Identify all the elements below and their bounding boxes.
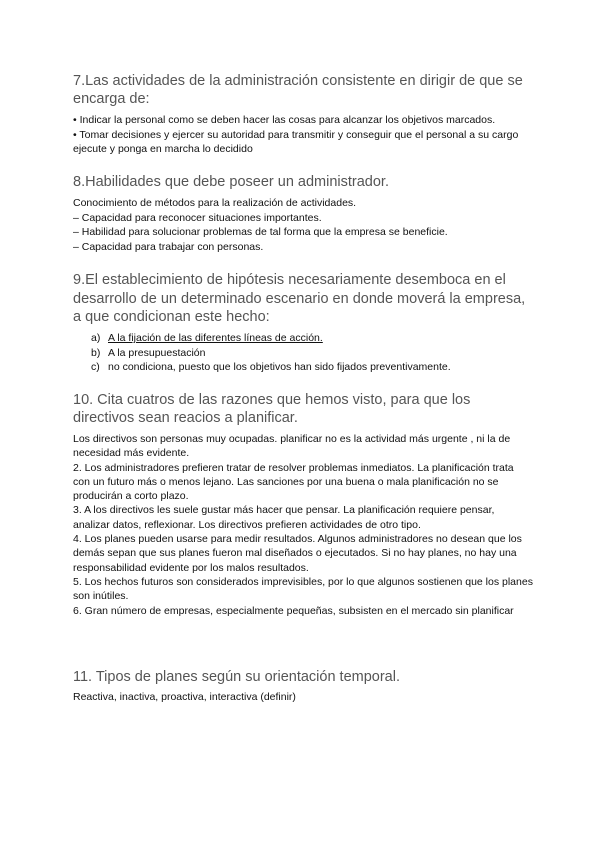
question-9-title: 9.El establecimiento de hipótesis necesariamente desemboca en el desarrollo de un determinado escenario en donde moverá la empresa, a que condicionan este hecho: bbox=[73, 272, 526, 325]
question-7-answer bbox=[73, 113, 533, 157]
option-marker: b) bbox=[91, 346, 101, 359]
option-item bbox=[73, 331, 533, 346]
answer-line: 4. Los planes pueden usarse para medir resultados. Algunos administradores no desean que los demás sepan que sus planes fueron mal diseñados o ejecutados. Si no hay planes, no hay una responsabilidad evidente por los malos resultados. bbox=[73, 533, 522, 574]
option-marker: c) bbox=[91, 361, 100, 373]
answer-line: – Habilidad para solucionar problemas de tal forma que la empresa se beneficie. bbox=[73, 226, 448, 238]
answer-line: – Capacidad para reconocer situaciones importantes. bbox=[73, 211, 322, 224]
option-text: A la presupuestación bbox=[108, 346, 206, 359]
option-text: A la fijación de las diferentes líneas de acción. bbox=[108, 332, 323, 344]
answer-line: • Tomar decisiones y ejercer su autoridad para transmitir y conseguir que el personal a su cargo ejecute y ponga en marcha lo decidido bbox=[73, 128, 519, 155]
answer-line: • Indicar la personal como se deben hacer las cosas para alcanzar los objetivos marcados. bbox=[73, 114, 496, 126]
question-8-title: 8.Habilidades que debe poseer un administrador. bbox=[73, 174, 389, 190]
answer-line: 3. A los directivos les suele gustar más hacer que pensar. La planificación requiere pensar, analizar datos, reflexionar. Los directivos prefieren actividades de otro tipo. bbox=[73, 504, 495, 531]
option-marker: a) bbox=[91, 332, 101, 344]
answer-line: Reactiva, inactiva, proactiva, interactiva (definir) bbox=[73, 691, 296, 703]
option-item bbox=[73, 360, 533, 375]
option-text: no condiciona, puesto que los objetivos han sido fijados preventivamente. bbox=[108, 361, 451, 373]
question-10-answer bbox=[73, 432, 533, 618]
answer-line: 6. Gran número de empresas, especialmente pequeñas, subsisten en el mercado sin planificar bbox=[73, 604, 514, 617]
question-10-title: 10. Cita cuatros de las razones que hemos visto, para que los directivos sean reacios a planificar. bbox=[73, 392, 471, 426]
answer-line: 5. Los hechos futuros son considerados imprevisibles, por lo que algunos sostienen que los planes son inútiles. bbox=[73, 575, 533, 603]
question-7-title: 7.Las actividades de la administración consistente en dirigir de que se encarga de: bbox=[73, 73, 523, 107]
answer-line: 2. Los administradores prefieren tratar de resolver problemas inmediatos. La planificación trata con un futuro más o menos lejano. Las sanciones por una buena o mala planificación no se producirán a corto plazo. bbox=[73, 461, 514, 503]
answer-line: – Capacidad para trabajar con personas. bbox=[73, 240, 264, 253]
question-9-options bbox=[73, 331, 533, 375]
option-item bbox=[73, 346, 533, 361]
question-8-answer bbox=[73, 196, 533, 254]
question-11-title: 11. Tipos de planes según su orientación temporal. bbox=[73, 669, 400, 685]
answer-line: Los directivos son personas muy ocupadas. planificar no es la actividad más urgente , ni la de necesidad más evidente. bbox=[73, 433, 511, 460]
answer-line: Conocimiento de métodos para la realización de actividades. bbox=[73, 197, 357, 209]
question-11-answer bbox=[73, 690, 533, 705]
